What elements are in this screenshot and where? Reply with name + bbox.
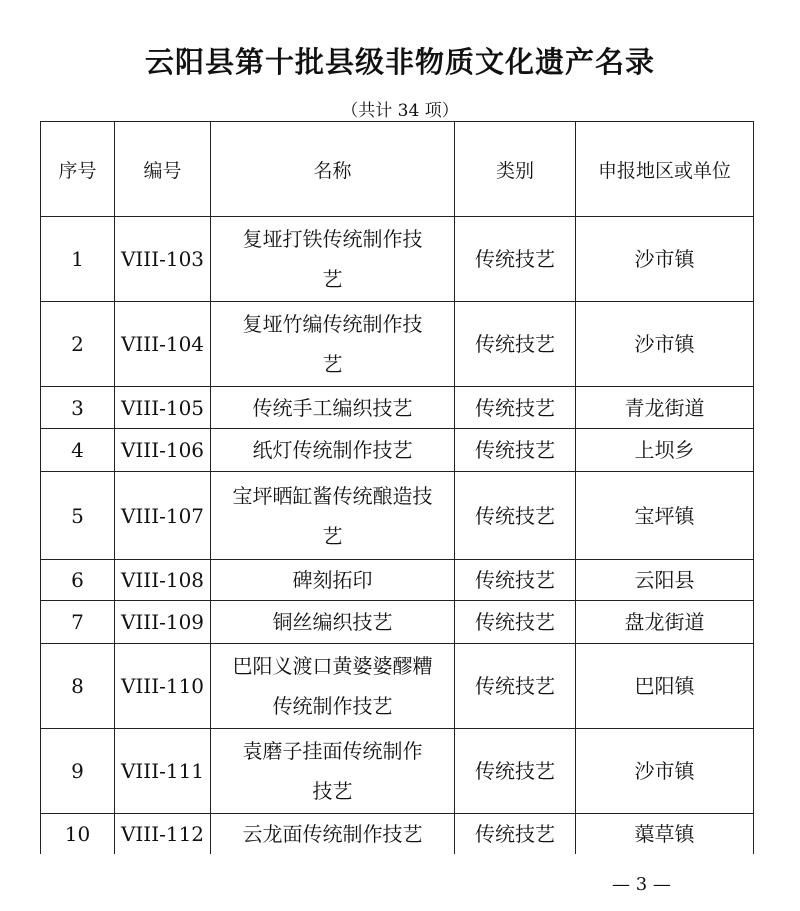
heritage-catalog-table xyxy=(40,121,754,854)
cell-serial-number: 5 xyxy=(41,472,115,560)
cell-code: VIII-104 xyxy=(115,302,211,387)
cell-name: 纸灯传统制作技艺 xyxy=(211,429,455,472)
cell-serial-number: 8 xyxy=(41,644,115,729)
cell-code: VIII-106 xyxy=(115,429,211,472)
table-row xyxy=(41,387,754,429)
cell-region: 巴阳镇 xyxy=(576,644,754,729)
cell-category: 传统技艺 xyxy=(455,601,576,644)
cell-code: VIII-107 xyxy=(115,472,211,560)
cell-category: 传统技艺 xyxy=(455,644,576,729)
table-header-row xyxy=(41,122,754,217)
table-row xyxy=(41,814,754,855)
cell-category: 传统技艺 xyxy=(455,387,576,429)
cell-code: VIII-112 xyxy=(115,814,211,855)
table-row xyxy=(41,472,754,560)
cell-serial-number: 10 xyxy=(41,814,115,855)
header-code: 编号 xyxy=(115,122,211,217)
table-row xyxy=(41,217,754,302)
header-region: 申报地区或单位 xyxy=(576,122,754,217)
table-row xyxy=(41,560,754,601)
cell-serial-number: 4 xyxy=(41,429,115,472)
cell-region: 盘龙街道 xyxy=(576,601,754,644)
cell-name: 复垭竹编传统制作技艺 xyxy=(211,302,455,387)
table-row xyxy=(41,729,754,814)
cell-region: 沙市镇 xyxy=(576,302,754,387)
cell-region: 蕖草镇 xyxy=(576,814,754,855)
cell-name: 传统手工编织技艺 xyxy=(211,387,455,429)
cell-region: 青龙街道 xyxy=(576,387,754,429)
cell-serial-number: 1 xyxy=(41,217,115,302)
header-name: 名称 xyxy=(211,122,455,217)
cell-serial-number: 2 xyxy=(41,302,115,387)
cell-region: 沙市镇 xyxy=(576,729,754,814)
cell-category: 传统技艺 xyxy=(455,814,576,855)
cell-code: VIII-108 xyxy=(115,560,211,601)
cell-category: 传统技艺 xyxy=(455,429,576,472)
cell-serial-number: 3 xyxy=(41,387,115,429)
document-title: 云阳县第十批县级非物质文化遗产名录 xyxy=(144,45,655,79)
cell-name: 复垭打铁传统制作技艺 xyxy=(211,217,455,302)
cell-category: 传统技艺 xyxy=(455,472,576,560)
cell-category: 传统技艺 xyxy=(455,729,576,814)
cell-name: 宝坪晒缸酱传统酿造技艺 xyxy=(211,472,455,560)
cell-name: 袁磨子挂面传统制作技艺 xyxy=(211,729,455,814)
cell-code: VIII-109 xyxy=(115,601,211,644)
cell-name: 铜丝编织技艺 xyxy=(211,601,455,644)
item-count-subtitle: （共计 34 项） xyxy=(341,101,459,121)
cell-code: VIII-105 xyxy=(115,387,211,429)
cell-code: VIII-110 xyxy=(115,644,211,729)
header-category: 类别 xyxy=(455,122,576,217)
table-row xyxy=(41,429,754,472)
cell-region: 宝坪镇 xyxy=(576,472,754,560)
cell-name: 云龙面传统制作技艺 xyxy=(211,814,455,855)
cell-serial-number: 9 xyxy=(41,729,115,814)
page-number: — 3 — xyxy=(612,874,671,895)
table-row xyxy=(41,302,754,387)
table-row xyxy=(41,601,754,644)
cell-serial-number: 7 xyxy=(41,601,115,644)
cell-region: 上坝乡 xyxy=(576,429,754,472)
cell-code: VIII-111 xyxy=(115,729,211,814)
cell-category: 传统技艺 xyxy=(455,302,576,387)
cell-name: 碑刻拓印 xyxy=(211,560,455,601)
cell-region: 云阳县 xyxy=(576,560,754,601)
header-serial-number: 序号 xyxy=(41,122,115,217)
table-row xyxy=(41,644,754,729)
cell-serial-number: 6 xyxy=(41,560,115,601)
cell-category: 传统技艺 xyxy=(455,217,576,302)
cell-category: 传统技艺 xyxy=(455,560,576,601)
cell-name: 巴阳义渡口黄婆婆醪糟传统制作技艺 xyxy=(211,644,455,729)
cell-region: 沙市镇 xyxy=(576,217,754,302)
cell-code: VIII-103 xyxy=(115,217,211,302)
